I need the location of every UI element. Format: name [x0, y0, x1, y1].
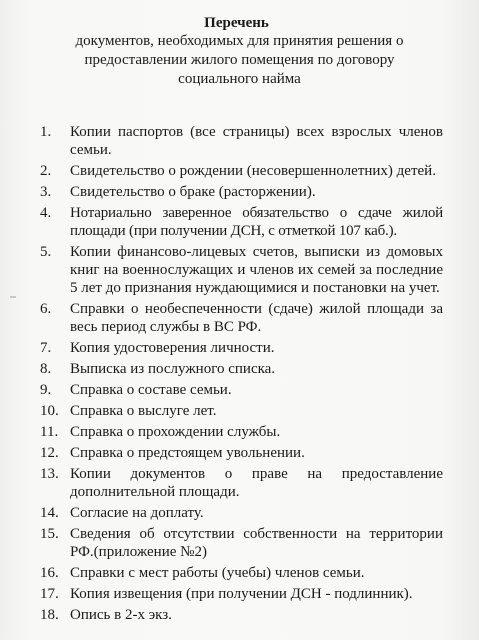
list-item	[0, 162, 479, 180]
list-item	[0, 183, 479, 201]
list-item-text: Копии финансово-лицевых счетов, выписки из домовых книг на военнослужащих и членов их семей за последние 5 лет до признания нуждающимися и постановки на учет.	[70, 244, 443, 296]
list-item-number: 15.	[40, 526, 59, 542]
list-item-text: Копии паспортов (все страницы) всех взрослых членов семьи.	[70, 124, 443, 158]
list-item	[0, 339, 479, 357]
list-item-text: Нотариально заверенное обязательство о сдаче жилой площади (при получении ДСН, с отметкой 107 каб.).	[70, 205, 443, 239]
list-item-text: Опись в 2-х экз.	[70, 607, 172, 623]
document-subtitle-line: социального найма	[178, 71, 301, 87]
list-item	[0, 381, 479, 399]
list-item-text: Справка о составе семьи.	[70, 382, 232, 398]
list-item-number: 10.	[40, 403, 59, 419]
list-item	[0, 300, 479, 336]
document-subtitle-line: документов, необходимых для принятия решения о	[75, 33, 404, 49]
list-item-number: 13.	[40, 466, 59, 482]
list-item	[0, 204, 479, 240]
list-item-number: 11.	[40, 424, 59, 440]
list-item-number: 7.	[40, 340, 52, 356]
list-item-text: Копии документов о праве на предоставление дополнительной площади.	[70, 466, 443, 500]
list-item-number: 1.	[40, 124, 52, 140]
document-list	[0, 123, 479, 627]
list-item	[0, 243, 479, 297]
list-item-text: Справка о выслуге лет.	[70, 403, 217, 419]
document-subtitle-line: предоставлении жилого помещения по договору	[84, 52, 395, 68]
list-item	[0, 423, 479, 441]
list-item-text: Копия извещения (при получении ДСН - подлинник).	[70, 586, 413, 602]
list-item-number: 14.	[40, 505, 59, 521]
list-item-number: 18.	[40, 607, 59, 623]
list-item	[0, 564, 479, 582]
document-heading	[0, 14, 479, 89]
list-item	[0, 585, 479, 603]
list-item-text: Сведения об отсутствии собственности на территории РФ.(приложение №2)	[70, 526, 443, 560]
list-item	[0, 444, 479, 462]
list-item-number: 5.	[40, 244, 52, 260]
list-item-text: Справка о предстоящем увольнении.	[70, 445, 305, 461]
list-item-number: 4.	[40, 205, 52, 221]
list-item-number: 8.	[40, 361, 52, 377]
list-item-text: Справка о прохождении службы.	[70, 424, 281, 440]
list-item-number: 9.	[40, 382, 52, 398]
list-item-text: Справки о необеспеченности (сдаче) жилой площади за весь период службы в ВС РФ.	[70, 301, 443, 335]
list-item	[0, 465, 479, 501]
list-item-number: 16.	[40, 565, 59, 581]
list-item	[0, 525, 479, 561]
list-item-text: Свидетельство о рождении (несовершеннолетних) детей.	[70, 163, 436, 179]
list-item	[0, 123, 479, 159]
list-item-text: Справки с мест работы (учебы) членов семьи.	[70, 565, 365, 581]
list-item-number: 3.	[40, 184, 52, 200]
list-item-text: Выписка из послужного списка.	[70, 361, 276, 377]
list-item-number: 2.	[40, 163, 52, 179]
list-item-number: 17.	[40, 586, 59, 602]
document-title: Перечень	[204, 15, 269, 31]
list-item	[0, 606, 479, 624]
list-item	[0, 402, 479, 420]
list-item	[0, 504, 479, 522]
list-item-text: Согласие на доплату.	[70, 505, 204, 521]
list-item-number: 12.	[40, 445, 59, 461]
list-item-text: Копия удостоверения личности.	[70, 340, 275, 356]
list-item-number: 6.	[40, 301, 52, 317]
list-item-text: Свидетельство о браке (расторжении).	[70, 184, 316, 200]
list-item	[0, 360, 479, 378]
